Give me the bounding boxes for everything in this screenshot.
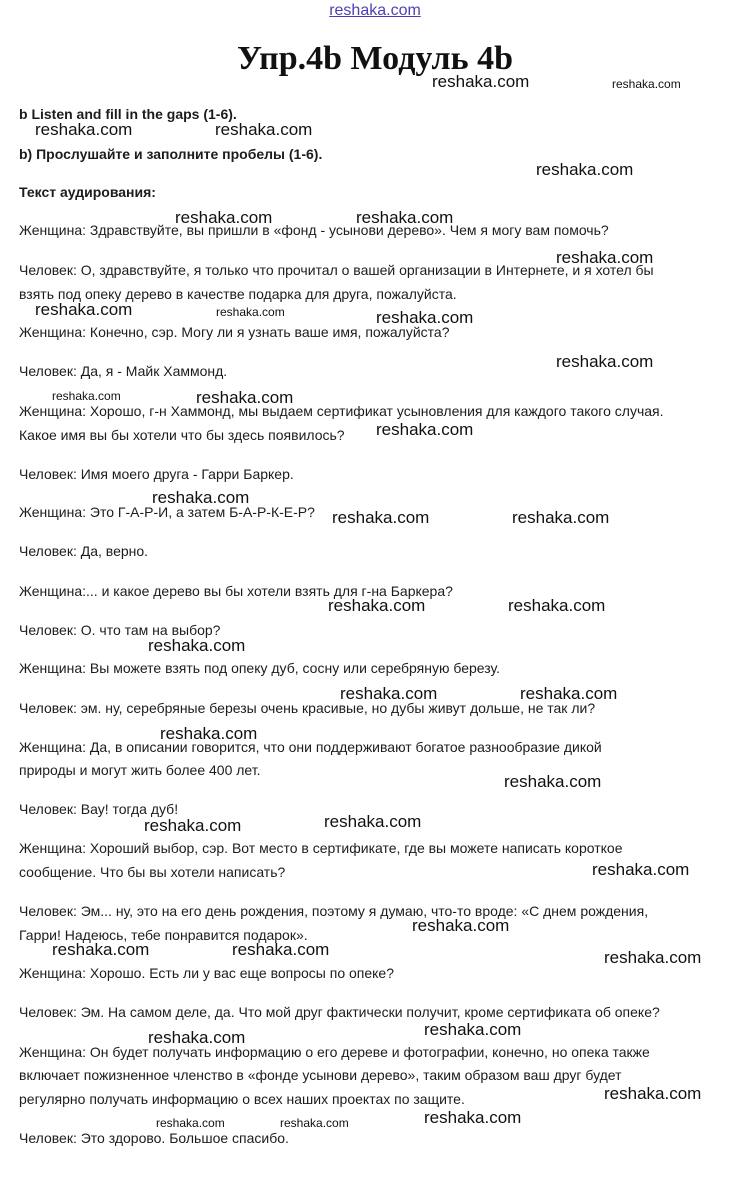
transcript-line: Женщина:... и какое дерево вы бы хотели взять для г-на Баркера?	[19, 583, 453, 599]
transcript-line: Гарри! Надеюсь, тебе понравится подарок».	[19, 927, 308, 943]
watermark: reshaka.com	[340, 684, 438, 703]
watermark: reshaka.com	[332, 508, 430, 527]
transcript-line: Человек: эм. ну, серебряные березы очень красивые, но дубы живут дольше, не так ли?	[19, 700, 596, 716]
transcript-line: Женщина: Это Г-А-Р-И, а затем Б-А-Р-К-Е-Р?	[19, 504, 315, 520]
watermark: reshaka.com	[504, 772, 602, 791]
watermark: reshaka.com	[376, 308, 474, 327]
watermark: reshaka.com	[156, 1116, 225, 1130]
transcript-line: Человек: Это здорово. Большое спасибо.	[19, 1130, 289, 1146]
watermark: reshaka.com	[215, 120, 313, 139]
watermark: reshaka.com	[512, 508, 610, 527]
watermark: reshaka.com	[328, 596, 426, 615]
transcript-line: Человек: Эм... ну, это на его день рождения, поэтому я думаю, что-то вроде: «С днем рождения,	[19, 903, 649, 919]
watermark: reshaka.com	[376, 420, 474, 439]
transcript-line: Человек: Эм. На самом деле, да. Что мой друг фактически получит, кроме сертификата об опеке?	[19, 1004, 660, 1020]
watermark: reshaka.com	[432, 72, 530, 91]
watermark: reshaka.com	[592, 860, 690, 879]
watermark: reshaka.com	[35, 120, 133, 139]
watermark: reshaka.com	[35, 300, 133, 319]
watermark: reshaka.com	[508, 596, 606, 615]
transcript-line: Человек: Да, верно.	[19, 543, 149, 559]
watermark: reshaka.com	[536, 160, 634, 179]
transcript-heading: Текст аудирования:	[19, 184, 156, 200]
site-link[interactable]: reshaka.com	[329, 2, 421, 19]
transcript-line: Женщина: Да, в описании говорится, что они поддерживают богатое разнообразие дикой	[19, 739, 602, 755]
transcript-line: Женщина: Здравствуйте, вы пришли в «фонд - усынови дерево». Чем я могу вам помочь?	[19, 222, 609, 238]
watermark: reshaka.com	[216, 305, 285, 319]
watermark: reshaka.com	[196, 388, 294, 407]
transcript-line: Женщина: Хорошо. Есть ли у вас еще вопросы по опеке?	[19, 965, 395, 981]
watermark: reshaka.com	[604, 1084, 702, 1103]
page-title: Упр.4b Модуль 4b	[236, 40, 514, 77]
watermark: reshaka.com	[160, 724, 258, 743]
watermark: reshaka.com	[148, 1028, 246, 1047]
watermark: reshaka.com	[144, 816, 242, 835]
transcript-line: включает пожизненное членство в «фонде усынови дерево», таким образом ваш друг будет	[19, 1067, 622, 1083]
watermark: reshaka.com	[152, 488, 250, 507]
transcript-line: природы и могут жить более 400 лет.	[19, 762, 261, 778]
transcript-line: Человек: О. что там на выбор?	[19, 622, 221, 638]
instruction-ru: b) Прослушайте и заполните пробелы (1-6).	[19, 146, 323, 162]
transcript-line: Человек: О, здравствуйте, я только что прочитал о вашей организации в Интернете, и я хотел бы	[19, 262, 654, 278]
watermark: reshaka.com	[148, 636, 246, 655]
transcript-line: Человек: Вау! тогда дуб!	[19, 801, 179, 817]
transcript-line: Женщина: Хорошо, г-н Хаммонд, мы выдаем сертификат усыновления для каждого такого случая.	[19, 403, 664, 419]
watermark: reshaka.com	[324, 812, 422, 831]
transcript-line: Женщина: Он будет получать информацию о его дереве и фотографии, конечно, но опека также	[19, 1044, 650, 1060]
transcript-line: Женщина: Хороший выбор, сэр. Вот место в сертификате, где вы можете написать короткое	[19, 840, 623, 856]
watermark: reshaka.com	[612, 77, 681, 91]
transcript-line: Женщина: Вы можете взять под опеку дуб, сосну или серебряную березу.	[19, 660, 500, 676]
transcript-line: сообщение. Что бы вы хотели написать?	[19, 864, 286, 880]
watermark: reshaka.com	[52, 940, 150, 959]
transcript-line: Человек: Имя моего друга - Гарри Баркер.	[19, 466, 294, 482]
watermark: reshaka.com	[556, 248, 654, 267]
transcript-line: Человек: Да, я - Майк Хаммонд.	[19, 363, 228, 379]
watermark: reshaka.com	[412, 916, 510, 935]
instruction-en: b Listen and fill in the gaps (1-6).	[19, 106, 237, 122]
watermark: reshaka.com	[604, 948, 702, 967]
watermark: reshaka.com	[356, 208, 454, 227]
watermark: reshaka.com	[52, 389, 121, 403]
transcript-line: взять под опеку дерево в качестве подарка для друга, пожалуйста.	[19, 286, 457, 302]
watermark: reshaka.com	[175, 208, 273, 227]
watermark: reshaka.com	[232, 940, 330, 959]
watermark: reshaka.com	[556, 352, 654, 371]
transcript-line: Женщина: Конечно, сэр. Могу ли я узнать ваше имя, пожалуйста?	[19, 324, 450, 340]
watermark: reshaka.com	[424, 1108, 522, 1127]
watermark: reshaka.com	[520, 684, 618, 703]
transcript-line: Какое имя вы бы хотели что бы здесь появилось?	[19, 427, 345, 443]
watermark: reshaka.com	[280, 1116, 349, 1130]
watermark: reshaka.com	[424, 1020, 522, 1039]
transcript-line: регулярно получать информацию о всех наших проектах по защите.	[19, 1091, 465, 1107]
